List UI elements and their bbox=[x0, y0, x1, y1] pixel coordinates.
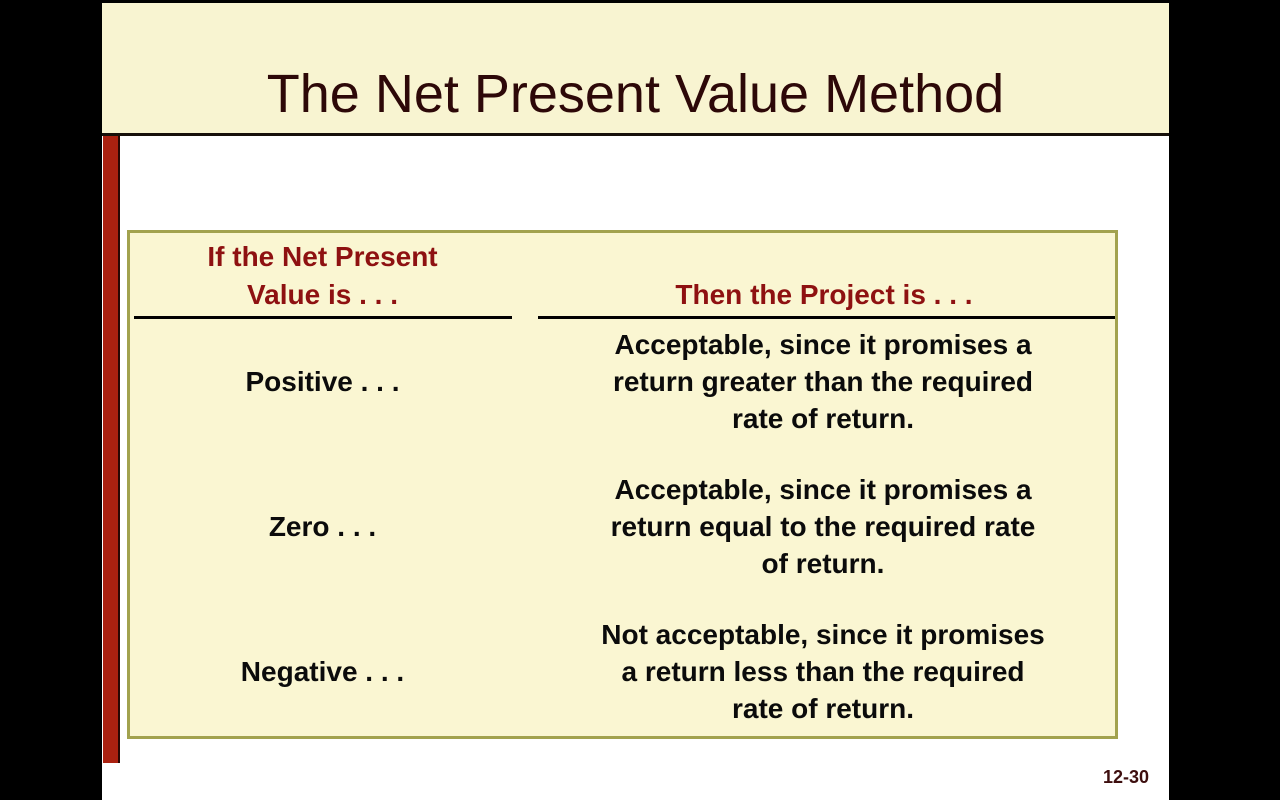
content-area bbox=[102, 136, 1169, 800]
description-line: Acceptable, since it promises a bbox=[614, 329, 1032, 360]
title-band bbox=[102, 3, 1169, 136]
accent-bar bbox=[103, 136, 120, 763]
row-label-negative: Negative . . . bbox=[240, 656, 405, 687]
description-line: Not acceptable, since it promises bbox=[601, 619, 1045, 650]
table-header-left bbox=[130, 238, 515, 319]
table-row-negative bbox=[130, 616, 1115, 727]
row-description-positive bbox=[515, 326, 1115, 437]
description-line: return equal to the required rate bbox=[610, 511, 1036, 542]
description-line: of return. bbox=[761, 548, 885, 579]
row-label-zero: Zero . . . bbox=[268, 511, 377, 542]
header-left-line2: Value is . . . bbox=[247, 279, 398, 310]
description-line: return greater than the required bbox=[612, 366, 1034, 397]
table-header-row bbox=[130, 238, 1115, 319]
header-left-line1: If the Net Present bbox=[207, 241, 438, 272]
row-label-positive: Positive . . . bbox=[245, 366, 400, 397]
description-line: a return less than the required bbox=[621, 656, 1025, 687]
header-left-rule bbox=[134, 316, 512, 319]
table-header-right bbox=[515, 238, 1115, 319]
description-line: rate of return. bbox=[731, 693, 915, 724]
description-line: Acceptable, since it promises a bbox=[614, 474, 1032, 505]
table-row-zero bbox=[130, 471, 1115, 582]
npv-table bbox=[127, 230, 1118, 739]
header-right-rule bbox=[538, 316, 1115, 319]
table-row-positive bbox=[130, 326, 1115, 437]
page-number: 12-30 bbox=[1103, 767, 1150, 787]
row-description-negative bbox=[515, 616, 1115, 727]
slide-title: The Net Present Value Method bbox=[266, 64, 1005, 124]
row-description-zero bbox=[515, 471, 1115, 582]
header-right-label: Then the Project is . . . bbox=[675, 279, 973, 310]
description-line: rate of return. bbox=[731, 403, 915, 434]
